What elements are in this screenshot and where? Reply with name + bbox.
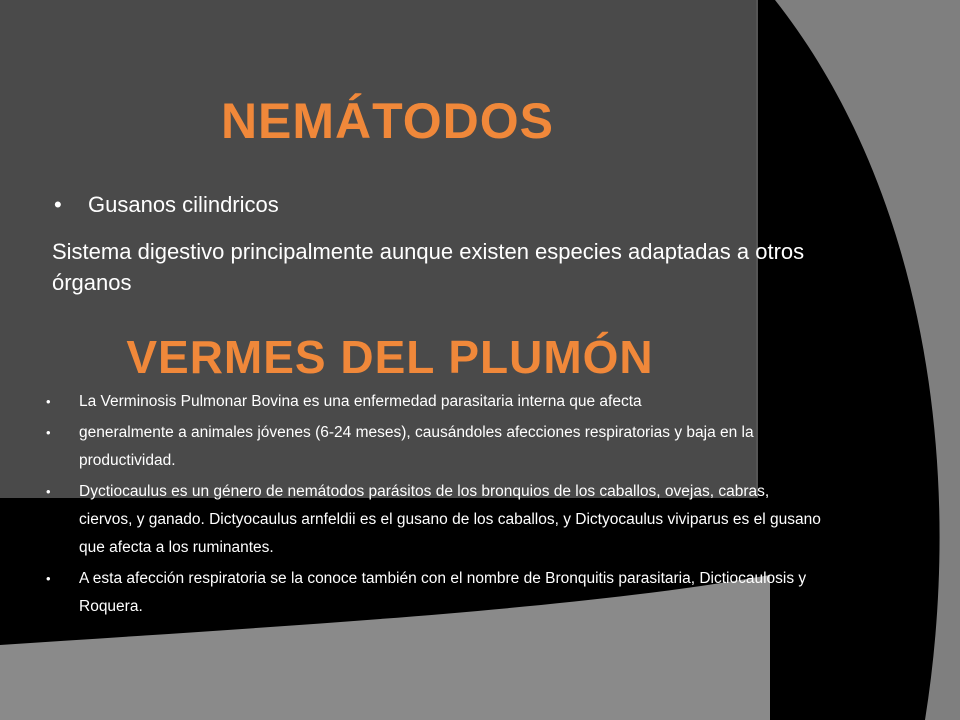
intro-paragraph: Sistema digestivo principalmente aunque existen especies adaptadas a otros órganos [52,239,805,295]
bullet-dot: • [54,192,62,217]
section-title: VERMES DEL PLUMÓN [126,331,654,383]
list-item-text: A esta afección respiratoria se la conoce también con el nombre de Bronquitis parasitaria, Dictiocaulosis y Roquera. [79,570,807,615]
main-bullet-text: Gusanos cilindricos [88,192,279,217]
list-item [46,565,826,621]
bullet-dot: • [46,425,51,440]
list-item-text: Dyctiocaulus es un género de nemátodos parásitos de los bronquios de los caballos, ovejas, cabras, ciervos, y ganado. Dictyocaulus arnfeldii es el gusano de los caballos, y Dictyocaulus viviparus es el gusano que afecta a los ruminantes. [79,483,821,556]
bullet-list [46,388,826,624]
list-item [46,478,826,562]
list-item [46,419,826,475]
list-item-text: generalmente a animales jóvenes (6-24 meses), causándoles afecciones respiratorias y baja en la productividad. [79,424,754,469]
list-item [46,388,826,416]
bullet-dot: • [46,484,51,499]
slide-title: NEMÁTODOS [220,93,555,149]
bullet-dot: • [46,571,51,586]
list-item-text: La Verminosis Pulmonar Bovina es una enfermedad parasitaria interna que afecta [79,393,642,410]
bullet-dot: • [46,394,51,409]
